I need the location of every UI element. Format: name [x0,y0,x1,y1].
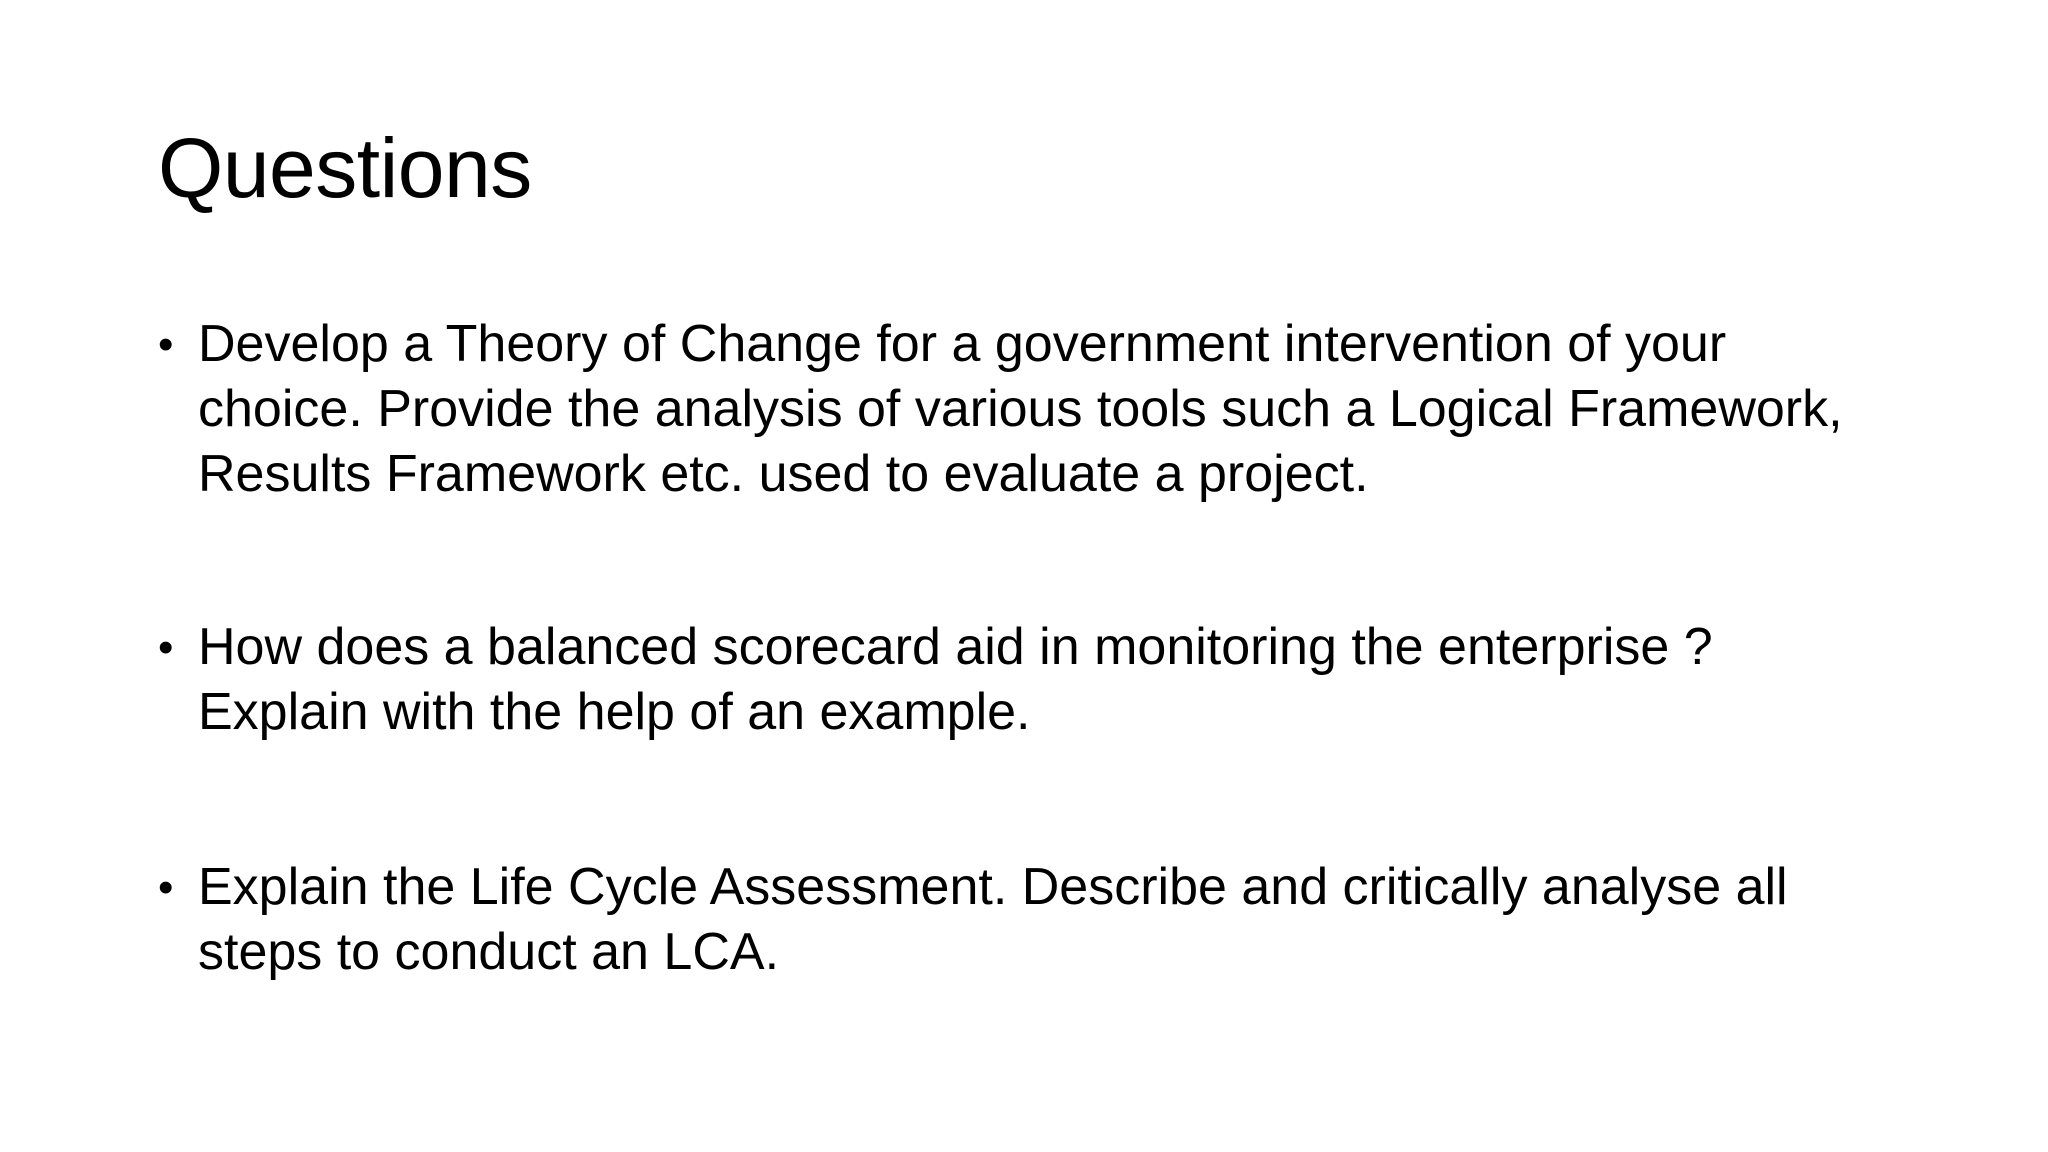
question-list [158,312,1858,985]
bullet-icon: • [158,863,174,912]
list-item [158,312,1858,507]
slide-title: Questions [158,121,532,215]
list-item [158,615,1858,745]
question-text: Explain the Life Cycle Assessment. Describe and critically analyse all steps to conduct an LCA. [198,858,1788,981]
list-item [158,855,1858,985]
bullet-icon: • [158,623,174,672]
question-text: How does a balanced scorecard aid in monitoring the enterprise ? Explain with the help of an example. [198,618,1713,741]
question-text: Develop a Theory of Change for a government intervention of your choice. Provide the analysis of various tools such a Logical Framework, Results Framework etc. used to evaluate a project. [198,315,1843,503]
bullet-icon: • [158,320,174,369]
